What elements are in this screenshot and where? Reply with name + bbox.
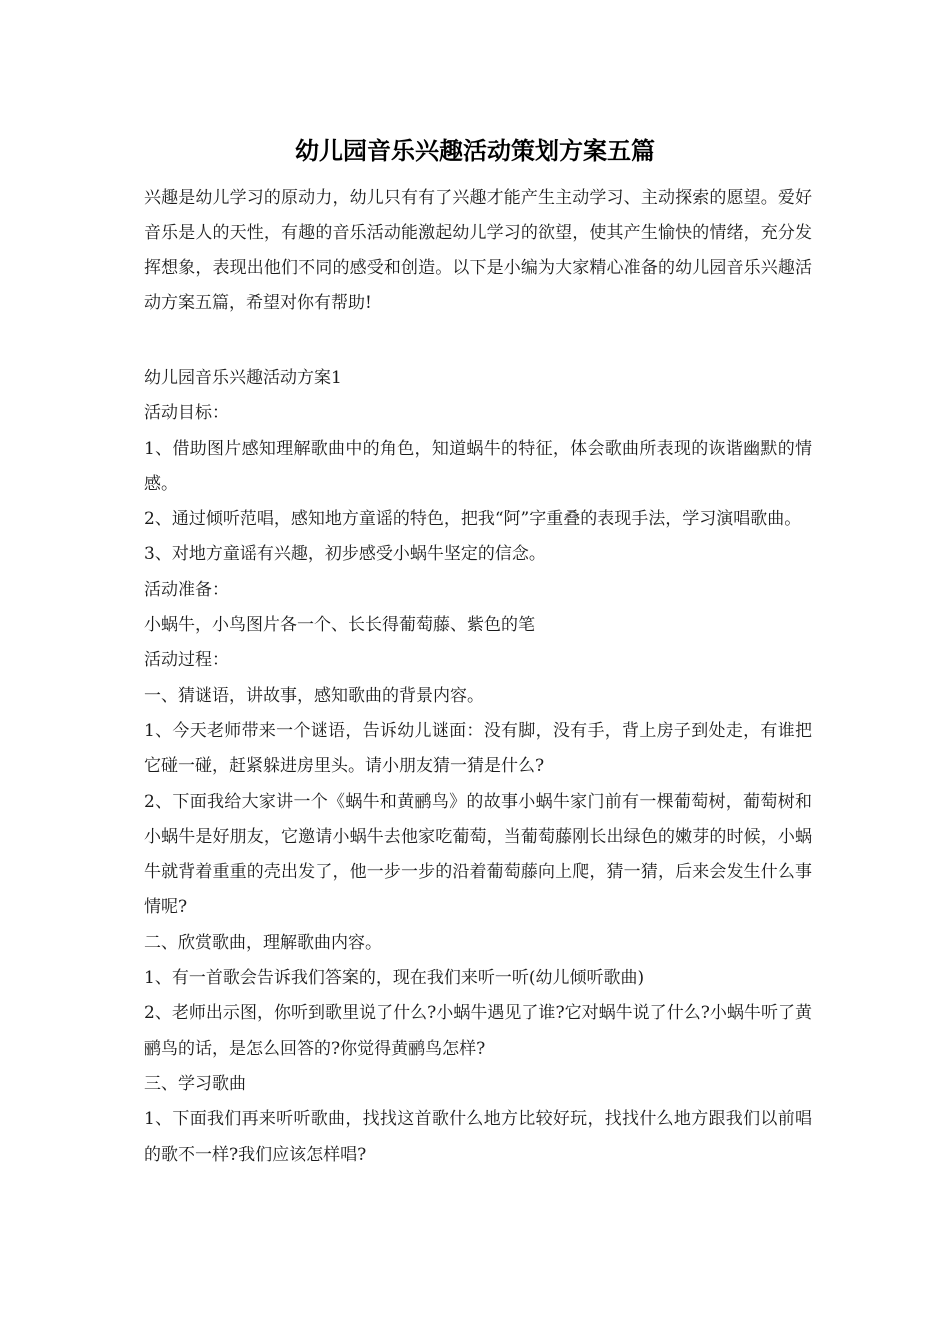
intro-paragraph: 兴趣是幼儿学习的原动力，幼儿只有有了兴趣才能产生主动学习、主动探索的愿望。爱好音乐是人的天性，有趣的音乐活动能激起幼儿学习的欲望，使其产生愉快的情绪，充分发挥想象，表现出他们不同的感受和创造。以下是小编为大家精心准备的幼儿园音乐兴趣活动方案五篇，希望对你有帮助! <box>144 188 812 313</box>
body-paragraph: 1、有一首歌会告诉我们答案的，现在我们来听一听(幼儿倾听歌曲) <box>144 968 645 989</box>
subheading-process: 活动过程： <box>144 650 229 671</box>
body-paragraph: 1、下面我们再来听听歌曲，找找这首歌什么地方比较好玩，找找什么地方跟我们以前唱的歌不一样?我们应该怎样唱? <box>144 1109 812 1165</box>
body-paragraph: 3、对地方童谣有兴趣，初步感受小蜗牛坚定的信念。 <box>144 544 546 565</box>
body-paragraph: 1、借助图片感知理解歌曲中的角色，知道蜗牛的特征，体会歌曲所表现的诙谐幽默的情感。 <box>144 438 812 494</box>
body-paragraph: 2、通过倾听范唱，感知地方童谣的特色，把我“阿”字重叠的表现手法，学习演唱歌曲。 <box>144 509 802 530</box>
subheading-preparation: 活动准备： <box>144 579 229 600</box>
body-paragraph: 小蜗牛，小鸟图片各一个、长长得葡萄藤、紫色的笔 <box>144 615 535 636</box>
subheading-goals: 活动目标： <box>144 403 229 424</box>
step-heading: 三、学习歌曲 <box>144 1073 246 1094</box>
body-paragraph: 2、老师出示图，你听到歌里说了什么?小蜗牛遇见了谁?它对蜗牛说了什么?小蜗牛听了黄鹂鸟的话，是怎么回答的?你觉得黄鹂鸟怎样? <box>144 1003 812 1059</box>
document-title: 幼儿园音乐兴趣活动策划方案五篇 <box>295 136 655 165</box>
section-heading: 幼儿园音乐兴趣活动方案1 <box>144 368 342 388</box>
body-paragraph: 2、下面我给大家讲一个《蜗牛和黄鹂鸟》的故事小蜗牛家门前有一棵葡萄树，葡萄树和小蜗牛是好朋友，它邀请小蜗牛去他家吃葡萄，当葡萄藤刚长出绿色的嫩芽的时候，小蜗牛就背着重重的壳出发了，他一步一步的沿着葡萄藤向上爬，猜一猜，后来会发生什么事情呢? <box>144 791 812 918</box>
body-paragraph: 1、今天老师带来一个谜语，告诉幼儿谜面：没有脚，没有手，背上房子到处走，有谁把它碰一碰，赶紧躲进房里头。请小朋友猜一猜是什么? <box>144 720 812 777</box>
step-heading: 二、欣赏歌曲，理解歌曲内容。 <box>144 932 382 953</box>
step-heading: 一、猜谜语，讲故事，感知歌曲的背景内容。 <box>144 685 484 706</box>
document-body <box>144 361 812 1173</box>
